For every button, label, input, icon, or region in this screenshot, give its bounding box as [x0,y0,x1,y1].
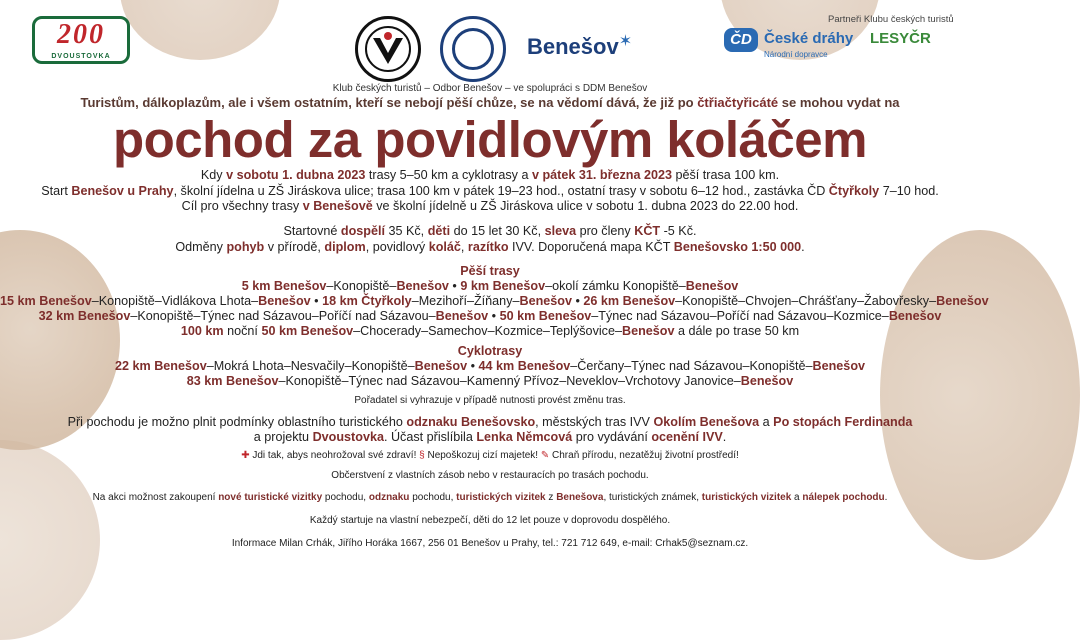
highlight-text: Benešov [74,309,131,323]
organizer-line: Klub českých turistů – Odbor Benešov – ve spolupráci s DDM Benešov [332,83,648,94]
star-icon: ✶ [618,33,633,50]
text-segment: , školní jídelna u ZŠ Jiráskova ulice; trasa 100 km v pátek 19–23 hod., ostatní trasy v sobotu 6–12 hod., zastávka ČD [173,184,829,198]
text-segment: ve školní jídelně u ZŠ Jiráskova ulice v sobotu 1. dubna 2023 do 22.00 hod. [372,199,799,213]
text-segment: –Konopiště– [326,279,397,293]
text-segment: se mohou vydat na [778,95,900,110]
highlight-text: Čtyřkoly [828,184,880,198]
highlight-text: sleva [544,224,577,238]
text-segment: Kdy [200,168,227,182]
text-segment: Nepoškozuj cizí majetek! [424,450,541,461]
ivv-emblem-icon [363,24,413,74]
highlight-text: Benešov [435,309,489,323]
highlight-text: v Benešově [302,199,373,213]
text-segment: Jdi tak, abys neohrožoval své zdraví! [249,450,420,461]
text-segment: , městských tras IVV [535,415,654,429]
text-segment: pochodu, [409,492,457,503]
highlight-text: ocenění IVV [651,430,723,444]
highlight-text: Benešov [888,309,942,323]
nature-icon: ✎ [540,450,550,461]
highlight-text: 44 km [478,359,515,373]
text-segment: z [545,492,557,503]
kct-logo [440,16,506,82]
highlight-text: KČT [634,224,661,238]
highlight-text: pohyb [226,240,265,254]
ivv-logo [355,16,421,82]
highlight-text: děti [427,224,451,238]
text-segment: IVV. Doporučená mapa KČT [508,240,674,254]
dvoustovka-text: DVOUSTOVKA [51,53,111,60]
highlight-text: Benešov [414,359,468,373]
badges-line-2 [0,430,980,444]
text-segment: a [791,492,803,503]
highlight-text: Benešov [685,279,739,293]
walks-heading: Pěší trasy [460,264,520,278]
text-segment: –Čerčany–Týnec nad Sázavou–Konopiště– [570,359,813,373]
highlight-text: 9 km [460,279,490,293]
highlight-text: Dvoustovka [312,430,384,444]
highlight-text: 18 km [322,294,358,308]
benesov-logo-text: Benešov [527,34,619,59]
dvoustovka-number: 200 [57,19,105,50]
contact-info: Informace Milan Crhák, Jiřího Horáka 1667, 256 01 Benešov u Prahy, tel.: 721 712 649, e-mail: Crhak5@seznam.cz. [231,538,749,549]
highlight-text: nálepek pochodu [802,492,885,503]
highlight-text: diplom [324,240,366,254]
text-segment: Při pochodu je možno plnit podmínky oblastního turistického [67,415,407,429]
text-segment: • [488,309,500,323]
text-segment: Na akci možnost zakoupení [92,492,219,503]
highlight-text: Benešov [936,294,989,308]
text-segment: 7–10 hod. [879,184,939,198]
text-segment: do 15 let 30 Kč, [450,224,545,238]
text-segment: –Konopiště–Týnec nad Sázavou–Poříčí nad Sázavou– [130,309,436,323]
lead-line [0,95,980,110]
cd-logo: ČD [724,28,758,52]
rules-line [0,450,980,461]
text-segment: Startovné [283,224,341,238]
text-segment: –Konopiště–Týnec nad Sázavou–Kamenný Přívoz–Neveklov–Vrchotovy Janovice– [278,374,741,388]
highlight-text: odznaku [368,492,410,503]
text-segment: –okolí zámku Konopiště– [545,279,686,293]
text-segment: -5 Kč. [660,224,697,238]
highlight-text: Benešov [812,359,866,373]
text-segment: čtřiačtyřicáté [697,95,779,110]
text-segment: . [722,430,727,444]
text-segment: Start [41,184,72,198]
finish-line [0,199,980,213]
highlight-text: 22 km [114,359,151,373]
walk-route-line [0,294,989,308]
text-segment: pěší trasa 100 km. [671,168,780,182]
text-segment: a dále po trase 50 km [674,324,800,338]
highlight-text: Benešov [258,294,311,308]
text-segment: pro členy [576,224,635,238]
health-icon: ✚ [241,450,250,461]
walk-route-line [0,324,980,338]
highlight-text: Benešova [556,492,604,503]
text-segment: –Chocerady–Samechov–Kozmice–Teplýšovice– [353,324,622,338]
benesov-logo [527,34,632,60]
highlight-text: 5 km [241,279,271,293]
highlight-text: 83 km [186,374,223,388]
highlight-text: Lenka Němcová [476,430,573,444]
highlight-text: Benešov [519,294,572,308]
highlight-text: turistických vizitek [456,492,546,503]
event-title: pochod za povidlovým koláčem [112,111,867,168]
route-change-note: Pořadatel si vyhrazuje v případě nutnosti provést změnu tras. [354,395,626,406]
partners-label: Partneři Klubu českých turistů [828,14,954,25]
highlight-text: Benešov [740,374,794,388]
highlight-text: 26 km [583,294,620,308]
text-segment: –Konopiště–Chvojen–Chrášťany–Žabovřesky– [675,294,937,308]
text-segment: 35 Kč, [384,224,428,238]
highlight-text: nové turistické vizitky [218,492,323,503]
highlight-text: odznaku Benešovsko [406,415,536,429]
text-segment: –Konopiště–Vidlákova Lhota– [91,294,259,308]
walk-route-line [0,309,980,323]
highlight-text: Benešov [35,294,92,308]
rewards-line [0,240,980,254]
cd-name: České dráhy [764,30,854,47]
text-segment: . [884,492,888,503]
highlight-text: Benešov [489,279,546,293]
text-segment: a projektu [253,430,313,444]
text-segment: . [801,240,805,254]
text-segment: pro vydávání [572,430,652,444]
fee-line [0,224,980,238]
highlight-text: Po stopách Ferdinanda [773,415,913,429]
highlight-text: Benešov [396,279,449,293]
highlight-text: koláč [428,240,461,254]
highlight-text: razítko [467,240,509,254]
text-segment: Cíl pro všechny trasy [181,199,303,213]
text-segment: –Mokrá Lhota–Nesvačily–Konopiště– [206,359,415,373]
highlight-text: Benešov [222,374,279,388]
date-line [0,168,980,182]
law-icon: § [419,450,425,461]
decorative-kolac-top-left [120,0,280,60]
text-segment: –Týnec nad Sázavou–Poříčí nad Sázavou–Kozmice– [591,309,889,323]
dvoustovka-logo [32,16,130,64]
highlight-text: dospělí [340,224,385,238]
text-segment: • [572,294,584,308]
highlight-text: Benešov [619,294,676,308]
highlight-text: v pátek 31. března 2023 [531,168,672,182]
kct-ring-icon [452,28,494,70]
highlight-text: Benešov [514,359,571,373]
highlight-text: 100 km [180,324,224,338]
highlight-text: 32 km [38,309,75,323]
text-segment: Chraň přírodu, nezatěžuj životní prostředí! [549,450,739,461]
walk-route-line [0,279,980,293]
cycle-route-line [0,359,980,373]
highlight-text: Benešov [621,324,675,338]
merch-line [0,492,980,503]
text-segment: • [467,359,479,373]
text-segment: • [310,294,323,308]
highlight-text: 15 km [0,294,36,308]
text-segment: noční [223,324,262,338]
text-segment: , povidlový [365,240,429,254]
text-segment: trasy 5–50 km a cyklotrasy a [365,168,532,182]
highlight-text: Benešov u Prahy [71,184,174,198]
highlight-text: Benešov [535,309,592,323]
cd-subtitle: Národní dopravce [764,50,828,59]
highlight-text: v sobotu 1. dubna 2023 [226,168,366,182]
highlight-text: Benešov [150,359,207,373]
text-segment: pochodu, [322,492,369,503]
badges-line [0,415,980,429]
highlight-text: Benešov [297,324,354,338]
text-segment: a [759,415,774,429]
highlight-text: Okolím Benešova [653,415,760,429]
text-segment: –Mezihoří–Žíňany– [411,294,520,308]
cycles-heading: Cyklotrasy [457,344,523,358]
text-segment: Odměny [175,240,227,254]
cycle-route-line [0,374,980,388]
highlight-text: Benešov [270,279,327,293]
highlight-text: 50 km [499,309,536,323]
refreshment-note: Občerstvení z vlastních zásob nebo v restauracích po trasách pochodu. [331,470,649,481]
text-segment: , turistických známek, [603,492,702,503]
text-segment: Turistům, dálkoplazům, ale i všem ostatním, kteří se nebojí pěší chůze, se na vědomí dává, že již po [80,95,698,110]
highlight-text: 50 km [261,324,298,338]
text-segment: , [460,240,468,254]
lesy-cr-logo: LESYČR [870,30,931,47]
text-segment: • [448,279,461,293]
highlight-text: Benešovsko 1:50 000 [673,240,802,254]
start-line [0,184,980,198]
highlight-text: Čtyřkoly [357,294,412,308]
text-segment: . Účast přislíbila [383,430,477,444]
highlight-text: turistických vizitek [701,492,792,503]
risk-note: Každý startuje na vlastní nebezpečí, děti do 12 let pouze v doprovodu dospělého. [309,515,671,526]
text-segment: v přírodě, [264,240,325,254]
